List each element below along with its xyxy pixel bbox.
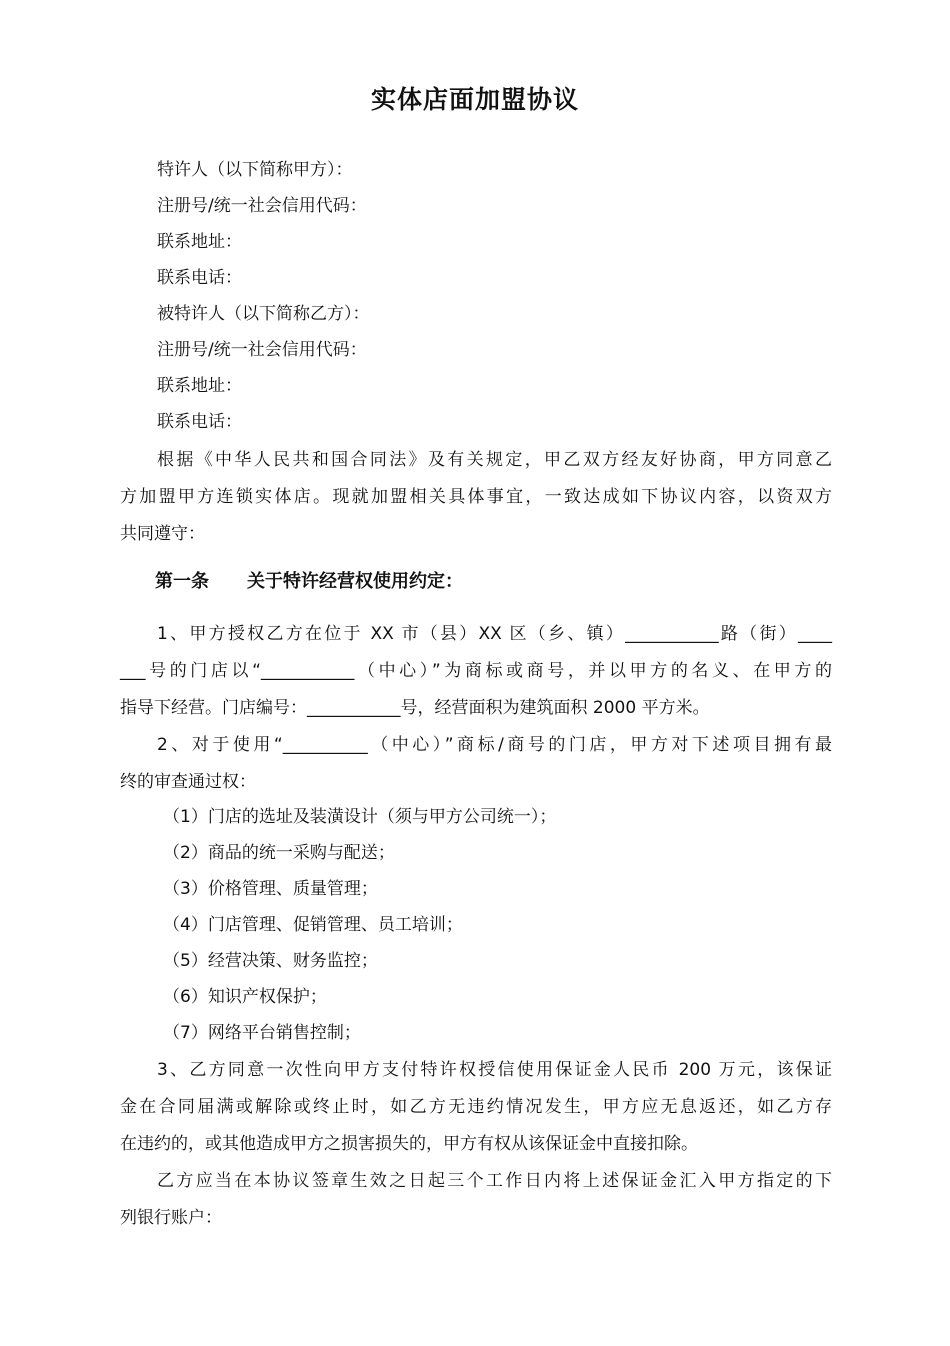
preamble-line: 共同遵守：: [120, 524, 205, 544]
clause-line: 2、对于使用“__________（中心）”商标/商号的门店，甲方对下述项目拥有最: [157, 735, 832, 755]
party-field: 注册号/统一社会信用代码：: [157, 340, 367, 360]
clause-line: 1、甲方授权乙方在位于 XX 市（县）XX 区（乡、镇）___________路（街）____: [157, 624, 832, 644]
article-title: 关于特许经营权使用约定：: [247, 571, 463, 592]
list-item: （1）门店的选址及装潢设计（须与甲方公司统一）；: [163, 807, 557, 827]
party-field: 联系地址：: [157, 232, 242, 252]
list-item: （2）商品的统一采购与配送；: [163, 843, 395, 863]
party-field: 联系电话：: [157, 268, 242, 288]
list-item: （4）门店管理、促销管理、员工培训；: [163, 915, 463, 935]
list-item: （6）知识产权保护；: [163, 987, 327, 1007]
list-item: （3）价格管理、质量管理；: [163, 879, 378, 899]
party-field: 特许人（以下简称甲方）：: [157, 160, 353, 180]
party-field: 注册号/统一社会信用代码：: [157, 196, 367, 216]
payment-note-line: 乙方应当在本协议签章生效之日起三个工作日内将上述保证金汇入甲方指定的下: [157, 1171, 832, 1191]
party-field: 联系地址：: [157, 376, 242, 396]
clause-line: ___号的门店以“___________（中心）”为商标或商号，并以甲方的名义、在甲方的: [120, 661, 832, 681]
document-title: 实体店面加盟协议: [370, 85, 579, 114]
preamble-line: 根据《中华人民共和国合同法》及有关规定，甲乙双方经友好协商，甲方同意乙: [157, 450, 832, 470]
preamble-line: 方加盟甲方连锁实体店。现就加盟相关具体事宜，一致达成如下协议内容，以资双方: [120, 487, 832, 507]
party-field: 联系电话：: [157, 412, 242, 432]
article-heading: [155, 570, 875, 594]
list-item: （5）经营决策、财务监控；: [163, 951, 378, 971]
clause-line: 3、乙方同意一次性向甲方支付特许权授信使用保证金人民币 200 万元，该保证: [157, 1060, 832, 1080]
payment-note-line: 列银行账户：: [120, 1208, 222, 1228]
clause-line: 指导下经营。门店编号：___________号，经营面积为建筑面积 2000 平方米。: [120, 698, 710, 718]
clause-line: 金在合同届满或解除或终止时，如乙方无违约情况发生，甲方应无息返还，如乙方存: [120, 1097, 832, 1117]
party-field: 被特许人（以下简称乙方）：: [157, 304, 370, 324]
clause-line: 在违约的，或其他造成甲方之损害损失的，甲方有权从该保证金中直接扣除。: [120, 1134, 698, 1154]
article-number: 第一条: [155, 571, 209, 592]
clause-line: 终的审查通过权：: [120, 772, 256, 792]
list-item: （7）网络平台销售控制；: [163, 1023, 361, 1043]
